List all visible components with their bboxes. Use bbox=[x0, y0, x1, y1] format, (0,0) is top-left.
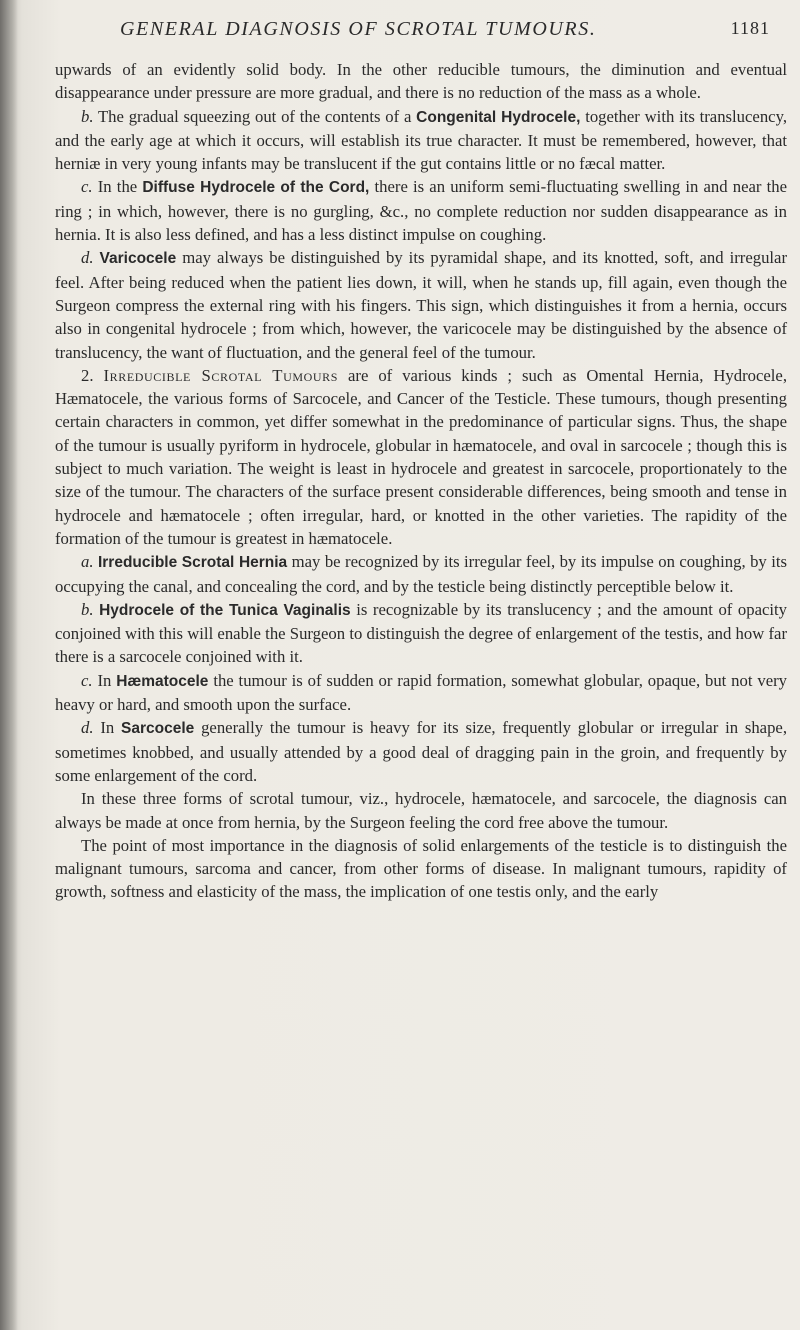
paragraph-congenital-hydrocele: b. The gradual squeezing out of the contents of a Congenital Hydrocele, together with its translucency, and the early age at which it occurs, will establish its true character. It must be remembered, however, that herniæ in very young infants may be translucent if the gut contains little or no fæcal matter. bbox=[55, 106, 788, 174]
page-header bbox=[120, 18, 770, 48]
binding-gutter bbox=[0, 0, 18, 1330]
paragraph-continuation: upwards of an evidently solid body. In the other reducible tumours, the diminution and eventual disappearance under pressure are more gradual, and there is no reduction of the mass as a whole. bbox=[55, 60, 787, 103]
paragraph-solid-enlargements: The point of most importance in the diagnosis of solid enlargements of the testicle is to distinguish the malignant tumours, sarcoma and cancer, from other forms of disease. In malignant tumours, rapidity of growth, softness and elasticity of the mass, the implication of one testis only, and the early bbox=[55, 835, 787, 902]
heading-irreducible-scrotal-hernia: Irreducible Scrotal Hernia bbox=[97, 554, 288, 572]
heading-diffuse-hydrocele: Diffuse Hydrocele of the Cord, bbox=[142, 179, 370, 197]
page-number: 1181 bbox=[730, 18, 770, 38]
running-title: GENERAL DIAGNOSIS OF SCROTAL TUMOURS. bbox=[120, 18, 597, 40]
paragraph-hydrocele-tunica: b. Hydrocele of the Tunica Vaginalis is recognizable by its translucency ; and the amount of opacity conjoined with this will enable the Surgeon to distinguish the degree of enlargement of the testis, and how far there is a sarcocele conjoined with it. bbox=[55, 599, 788, 667]
paragraph-diffuse-hydrocele: c. In the Diffuse Hydrocele of the Cord, there is an uniform semi-fluctuating swelling in and near the ring ; in which, however, there is no gurgling, &c., no complete reduction nor sudden disappearance as in hernia. It is also less defined, and has a less distinct impulse on coughing. bbox=[55, 177, 787, 245]
paragraph-varicocele: d. Varicocele may always be distinguished by its pyramidal shape, and its knotted, soft, and irregular feel. After being reduced when the patient lies down, it will, when he stands up, fill again, even though the Surgeon compress the external ring with his fingers. This sign, which distinguishes it from a hernia, occurs also in congenital hydrocele ; from which, however, the varicocele may be distinguished by the absence of translucency, the want of fluctuation, and the general feel of the tumour. bbox=[55, 248, 788, 362]
paragraph-irreducible-hernia: a. Irreducible Scrotal Hernia may be recognized by its irregular feel, by its impulse on coughing, by its occupying the canal, and concealing the cord, and by the testicle being distinctly perceptible below it. bbox=[55, 552, 787, 596]
paragraph-haematocele: c. In Hæmatocele the tumour is of sudden or rapid formation, somewhat globular, opaque, but not very heavy or hard, and smooth upon the surface. bbox=[55, 670, 788, 715]
heading-hydrocele-tunica-vaginalis: Hydrocele of the Tunica Vaginalis bbox=[99, 601, 351, 619]
paragraph-sarcocele: d. In Sarcocele generally the tumour is heavy for its size, frequently globular or irregular in shape, sometimes knobbed, and usually attended by a good deal of dragging pain in the groin, and frequently by some enlargement of the cord. bbox=[55, 718, 788, 785]
paragraph-three-forms: In these three forms of scrotal tumour, viz., hydrocele, hæmatocele, and sarcocele, the diagnosis can always be made at once from hernia, by the Surgeon feeling the cord free above the tumour. bbox=[55, 789, 787, 832]
heading-sarcocele: Sarcocele bbox=[121, 720, 195, 738]
page-body bbox=[55, 58, 787, 904]
heading-irreducible-scrotal-tumours: Irreducible Scrotal Tumours bbox=[103, 365, 339, 385]
heading-haematocele: Hæmatocele bbox=[116, 672, 209, 690]
paragraph-irreducible-tumours: 2. Irreducible Scrotal Tumours are of various kinds ; such as Omental Hernia, Hydrocele, Hæmatocele, the various forms of Sarcocele, and Cancer of the Testicle. These tumours, though presenting certain characters in common, yet differ somewhat in the predominance of particular signs. Thus, the shape of the tumour is usually pyriform in hydrocele, globular in hæmatocele, and oval in sarcocele ; though this is subject to much variation. The weight is least in hydrocele and greatest in sarcocele, proportionately to the size of the tumour. The characters of the surface present considerable differences, being smooth and tense in hydrocele and hæmatocele ; often irregular, hard, or knotted in the other varieties. The rapidity of the formation of the tumour is greatest in hæmatocele. bbox=[55, 365, 788, 548]
heading-varicocele: Varicocele bbox=[99, 250, 177, 268]
heading-congenital-hydrocele: Congenital Hydrocele, bbox=[416, 108, 581, 126]
